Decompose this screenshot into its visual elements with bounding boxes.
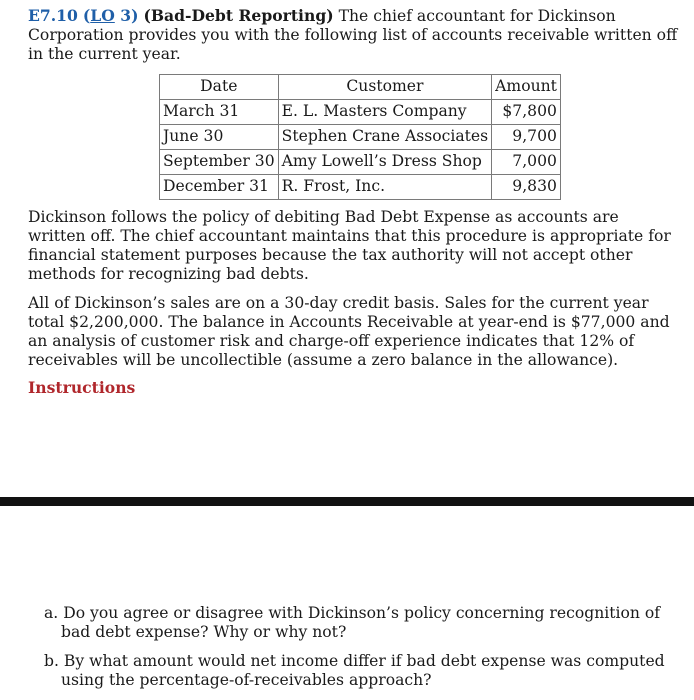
row-customer: E. L. Masters Company [278, 100, 492, 125]
lo-number: 3) [114, 6, 139, 25]
learning-objective-link[interactable]: LO [90, 6, 115, 25]
row-customer: R. Frost, Inc. [278, 175, 492, 200]
row-date: December 31 [160, 175, 279, 200]
table-row [160, 100, 561, 125]
policy-paragraph: Dickinson follows the policy of debiting Bad Debt Expense as accounts are written off. The chief accountant maintains that this procedure is appropriate for financial statement purposes because the tax authority will not accept other methods for recognizing bad debts. [28, 208, 671, 283]
row-amount: 9,830 [492, 175, 561, 200]
question-a: a. Do you agree or disagree with Dickinson’s policy concerning recognition of bad debt expense? Why or why not? [44, 604, 661, 641]
section-divider [0, 497, 694, 506]
table-row [160, 150, 561, 175]
exercise-heading [28, 6, 678, 64]
sales-paragraph: All of Dickinson’s sales are on a 30-day credit basis. Sales for the current year total $2,200,000. The balance in Accounts Receivable at year-end is $77,000 and an analysis of customer risk and charge-off experience indicates that 12% of receivables will be uncollectible (assume a zero balance in the allowance). [28, 294, 670, 369]
writeoff-table [159, 74, 561, 200]
table-row [160, 175, 561, 200]
exercise-intro: The chief accountant for Dickinson Corporation provides you with the following list of accounts receivable written off in the current year. [28, 7, 678, 63]
row-amount: 7,000 [492, 150, 561, 175]
row-customer: Amy Lowell’s Dress Shop [278, 150, 492, 175]
header-customer: Customer [278, 75, 492, 100]
question-b: b. By what amount would net income differ if bad debt expense was computed using the percentage-of-receivables approach? [44, 652, 665, 689]
questions-section [0, 506, 694, 700]
row-amount: 9,700 [492, 125, 561, 150]
row-customer: Stephen Crane Associates [278, 125, 492, 150]
exercise-id: E7.10 [28, 6, 78, 25]
table-row [160, 125, 561, 150]
table-header-row [160, 75, 561, 100]
row-amount: $7,800 [492, 100, 561, 125]
header-date: Date [160, 75, 279, 100]
row-date: June 30 [160, 125, 279, 150]
row-date: March 31 [160, 100, 279, 125]
header-amount: Amount [492, 75, 561, 100]
exercise-topic: (Bad-Debt Reporting) [143, 6, 334, 25]
row-date: September 30 [160, 150, 279, 175]
instructions-heading: Instructions [28, 378, 136, 397]
lo-open: ( [82, 6, 91, 25]
